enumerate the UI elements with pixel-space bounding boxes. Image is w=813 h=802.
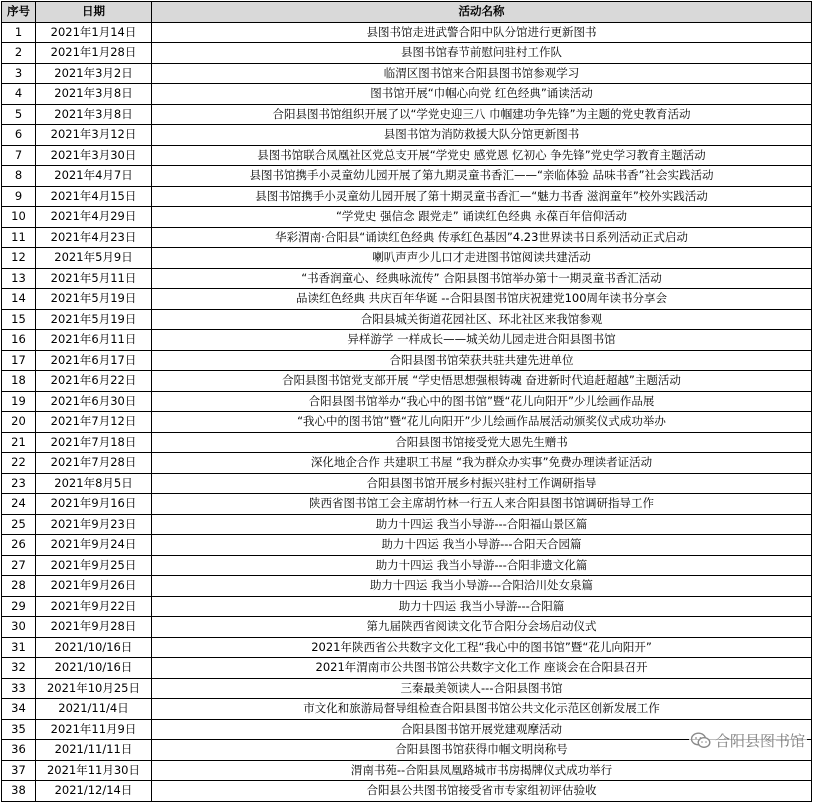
row-activity: 陕西省图书馆工会主席胡竹林一行五人来合阳县图书馆调研指导工作: [152, 494, 812, 515]
row-activity: 助力十四运 我当小导游---合阳非遗文化篇: [152, 555, 812, 576]
row-index: 28: [2, 576, 36, 597]
row-activity: 第九届陕西省阅读文化节合阳分会场启动仪式: [152, 617, 812, 638]
row-date: 2021年10月25日: [36, 678, 152, 699]
row-activity: 县图书馆联合凤凰社区党总支开展“学党史 感党恩 忆初心 争先锋”党史学习教育主题活动: [152, 145, 812, 166]
row-index: 17: [2, 350, 36, 371]
row-activity: 2021年渭南市公共图书馆公共数字文化工作 座谈会在合阳县召开: [152, 658, 812, 679]
row-activity: 合阳县图书馆开展党建观摩活动: [152, 719, 812, 740]
table-row: [2, 432, 812, 453]
row-date: 2021年7月12日: [36, 412, 152, 433]
row-date: 2021年6月11日: [36, 330, 152, 351]
row-activity: 2021年陕西省公共数字文化工程“我心中的图书馆”暨“花儿向阳开”: [152, 637, 812, 658]
row-activity: 县图书馆为消防救援大队分馆更新图书: [152, 125, 812, 146]
row-activity: 临渭区图书馆来合阳县图书馆参观学习: [152, 63, 812, 84]
row-date: 2021年8月5日: [36, 473, 152, 494]
row-index: 13: [2, 268, 36, 289]
row-date: 2021年3月8日: [36, 84, 152, 105]
table-row: [2, 371, 812, 392]
activity-table: [1, 1, 812, 802]
row-activity: “我心中的图书馆”暨“花儿向阳开”少儿绘画作品展活动颁奖仪式成功举办: [152, 412, 812, 433]
row-date: 2021年3月8日: [36, 104, 152, 125]
table-row: [2, 350, 812, 371]
table-row: [2, 309, 812, 330]
header-row: [2, 2, 812, 23]
row-date: 2021年3月2日: [36, 63, 152, 84]
table-row: [2, 248, 812, 269]
row-activity: 县图书馆春节前慰问驻村工作队: [152, 43, 812, 64]
row-index: 5: [2, 104, 36, 125]
row-index: 29: [2, 596, 36, 617]
row-date: 2021/11/11日: [36, 740, 152, 761]
row-index: 32: [2, 658, 36, 679]
row-date: 2021年7月18日: [36, 432, 152, 453]
row-activity: 合阳县城关街道花园社区、环北社区来我馆参观: [152, 309, 812, 330]
row-index: 1: [2, 22, 36, 43]
header-activity: 活动名称: [152, 2, 812, 23]
table-row: [2, 494, 812, 515]
table-row: [2, 125, 812, 146]
row-activity: 县图书馆携手小灵童幼儿园开展了第九期灵童书香汇——“亲临体验 品味书香”社会实践活动: [152, 166, 812, 187]
row-index: 33: [2, 678, 36, 699]
row-activity: 合阳县图书馆党支部开展 “学史悟思想强根铸魂 奋进新时代追赶超越”主题活动: [152, 371, 812, 392]
table-row: [2, 760, 812, 781]
row-index: 38: [2, 781, 36, 802]
row-date: 2021年9月16日: [36, 494, 152, 515]
row-index: 7: [2, 145, 36, 166]
table-row: [2, 658, 812, 679]
table-row: [2, 84, 812, 105]
row-activity: “书香润童心、经典咏流传” 合阳县图书馆举办第十一期灵童书香汇活动: [152, 268, 812, 289]
table-row: [2, 289, 812, 310]
row-activity: 合阳县图书馆获得巾帼文明岗称号: [152, 740, 812, 761]
table-row: [2, 207, 812, 228]
table-row: [2, 186, 812, 207]
watermark-text: 合阳县图书馆: [714, 732, 805, 750]
row-index: 26: [2, 535, 36, 556]
table-row: [2, 617, 812, 638]
watermark: [689, 730, 807, 751]
table-row: [2, 22, 812, 43]
row-activity: 喇叭声声少儿口才走进图书馆阅读共建活动: [152, 248, 812, 269]
row-date: 2021年4月29日: [36, 207, 152, 228]
row-index: 22: [2, 453, 36, 474]
row-date: 2021年9月22日: [36, 596, 152, 617]
row-activity: 市文化和旅游局督导组检查合阳县图书馆公共文化示范区创新发展工作: [152, 699, 812, 720]
row-index: 36: [2, 740, 36, 761]
row-index: 9: [2, 186, 36, 207]
table-row: [2, 637, 812, 658]
table-row: [2, 268, 812, 289]
row-index: 24: [2, 494, 36, 515]
row-date: 2021年11月30日: [36, 760, 152, 781]
row-date: 2021年6月17日: [36, 350, 152, 371]
row-activity: 县图书馆携手小灵童幼儿园开展了第十期灵童书香汇—“魅力书香 滋润童年”校外实践活动: [152, 186, 812, 207]
row-index: 11: [2, 227, 36, 248]
row-activity: 品读红色经典 共庆百年华诞 --合阳县图书馆庆祝建党100周年读书分享会: [152, 289, 812, 310]
row-index: 16: [2, 330, 36, 351]
table-row: [2, 678, 812, 699]
row-date: 2021年1月14日: [36, 22, 152, 43]
table-row: [2, 781, 812, 802]
row-date: 2021年5月19日: [36, 289, 152, 310]
row-index: 4: [2, 84, 36, 105]
table-row: [2, 514, 812, 535]
row-activity: 合阳县图书馆开展乡村振兴驻村工作调研指导: [152, 473, 812, 494]
row-index: 6: [2, 125, 36, 146]
row-date: 2021年4月15日: [36, 186, 152, 207]
row-index: 30: [2, 617, 36, 638]
row-date: 2021/12/14日: [36, 781, 152, 802]
table-row: [2, 145, 812, 166]
header-date: 日期: [36, 2, 152, 23]
row-date: 2021/10/16日: [36, 658, 152, 679]
row-date: 2021年6月30日: [36, 391, 152, 412]
table-row: [2, 699, 812, 720]
row-activity: 合阳县图书馆举办“我心中的图书馆”暨“花儿向阳开”少儿绘画作品展: [152, 391, 812, 412]
row-activity: 合阳县图书馆荣获共驻共建先进单位: [152, 350, 812, 371]
row-index: 10: [2, 207, 36, 228]
row-activity: 深化地企合作 共建职工书屋 “我为群众办实事”免费办理读者证活动: [152, 453, 812, 474]
table-row: [2, 535, 812, 556]
row-index: 37: [2, 760, 36, 781]
row-index: 3: [2, 63, 36, 84]
row-activity: 县图书馆走进武警合阳中队分馆进行更新图书: [152, 22, 812, 43]
row-index: 21: [2, 432, 36, 453]
row-date: 2021年9月28日: [36, 617, 152, 638]
row-date: 2021年5月9日: [36, 248, 152, 269]
table-row: [2, 63, 812, 84]
table-row: [2, 391, 812, 412]
row-index: 8: [2, 166, 36, 187]
row-activity: 助力十四运 我当小导游---合阳洽川处女泉篇: [152, 576, 812, 597]
table-row: [2, 412, 812, 433]
row-activity: 合阳县图书馆接受党大恩先生赠书: [152, 432, 812, 453]
table-row: [2, 166, 812, 187]
row-activity: 助力十四运 我当小导游---合阳篇: [152, 596, 812, 617]
row-index: 34: [2, 699, 36, 720]
table-row: [2, 555, 812, 576]
row-date: 2021年9月26日: [36, 576, 152, 597]
row-date: 2021年5月19日: [36, 309, 152, 330]
table-row: [2, 43, 812, 64]
row-index: 35: [2, 719, 36, 740]
table-row: [2, 576, 812, 597]
table-row: [2, 453, 812, 474]
row-activity: 助力十四运 我当小导游---合阳天合园篇: [152, 535, 812, 556]
table-row: [2, 227, 812, 248]
row-date: 2021/11/4日: [36, 699, 152, 720]
row-date: 2021年4月7日: [36, 166, 152, 187]
row-index: 14: [2, 289, 36, 310]
table-row: [2, 330, 812, 351]
row-index: 18: [2, 371, 36, 392]
row-date: 2021年4月23日: [36, 227, 152, 248]
table-row: [2, 596, 812, 617]
row-date: 2021年9月25日: [36, 555, 152, 576]
row-index: 19: [2, 391, 36, 412]
row-date: 2021年9月24日: [36, 535, 152, 556]
row-index: 20: [2, 412, 36, 433]
row-activity: 合阳县公共图书馆接受省市专家组初评估验收: [152, 781, 812, 802]
row-activity: 华彩渭南·合阳县“诵读红色经典 传承红色基因”4.23世界读书日系列活动正式启动: [152, 227, 812, 248]
row-date: 2021年7月28日: [36, 453, 152, 474]
row-activity: 图书馆开展“巾帼心向党 红色经典”诵读活动: [152, 84, 812, 105]
row-date: 2021年5月11日: [36, 268, 152, 289]
row-activity: 合阳县图书馆组织开展了以“学党史迎三八 巾帼建功争先锋”为主题的党史教育活动: [152, 104, 812, 125]
row-index: 23: [2, 473, 36, 494]
table-row: [2, 473, 812, 494]
row-index: 27: [2, 555, 36, 576]
row-index: 2: [2, 43, 36, 64]
row-activity: 助力十四运 我当小导游---合阳福山景区篇: [152, 514, 812, 535]
row-index: 25: [2, 514, 36, 535]
row-activity: 渭南书苑--合阳县凤凰路城市书房揭牌仪式成功举行: [152, 760, 812, 781]
row-date: 2021年1月28日: [36, 43, 152, 64]
table-row: [2, 104, 812, 125]
row-index: 15: [2, 309, 36, 330]
row-activity: 三秦最美领读人---合阳县图书馆: [152, 678, 812, 699]
row-activity: “学党史 强信念 跟党走” 诵读红色经典 永葆百年信仰活动: [152, 207, 812, 228]
row-date: 2021年3月12日: [36, 125, 152, 146]
wechat-icon: [691, 732, 711, 749]
row-index: 12: [2, 248, 36, 269]
header-index: 序号: [2, 2, 36, 23]
row-date: 2021/10/16日: [36, 637, 152, 658]
row-date: 2021年6月22日: [36, 371, 152, 392]
row-activity: 异样游学 一样成长——城关幼儿园走进合阳县图书馆: [152, 330, 812, 351]
row-date: 2021年3月30日: [36, 145, 152, 166]
row-index: 31: [2, 637, 36, 658]
row-date: 2021年9月23日: [36, 514, 152, 535]
row-date: 2021年11月9日: [36, 719, 152, 740]
